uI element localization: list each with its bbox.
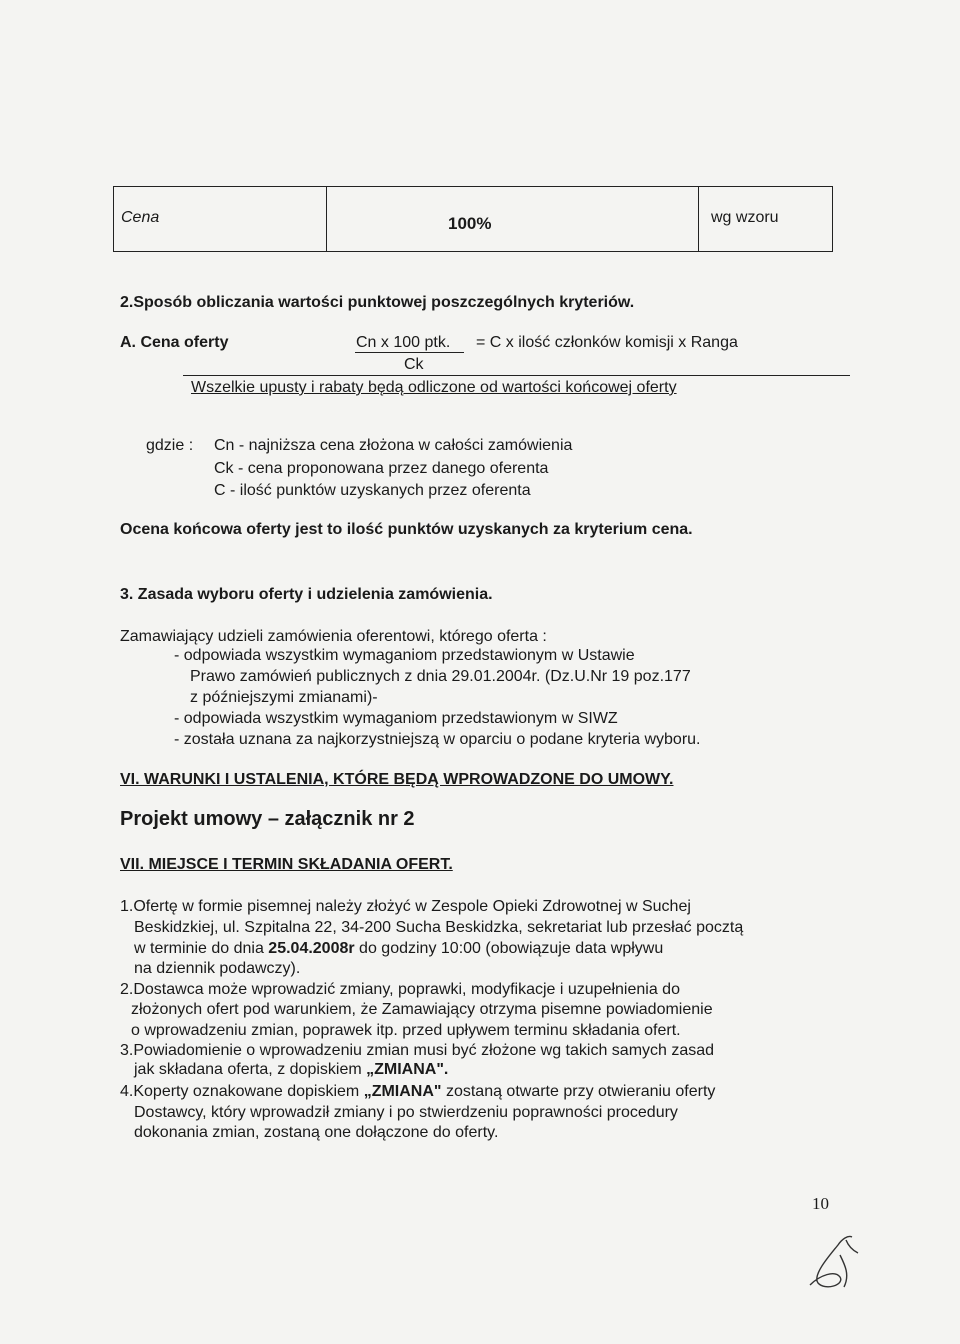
offer-p3-line: jak składana oferta, z dopiskiem „ZMIANA". — [134, 1061, 449, 1078]
formula-label: A. Cena oferty — [120, 334, 229, 351]
criterion-method: wg wzoru — [711, 209, 779, 226]
formula-numerator: Cn x 100 ptk. — [356, 334, 451, 351]
section3-line: - odpowiada wszystkim wymaganiom przedstawionym w SIWZ — [174, 710, 618, 727]
fraction-line — [355, 352, 464, 353]
zmiana-label: „ZMIANA". — [366, 1061, 449, 1078]
method-cell — [698, 187, 832, 251]
where-label: gdzie : — [146, 437, 194, 454]
offer-p2-line: o wprowadzeniu zmian, poprawek itp. przed upływem terminu składania ofert. — [131, 1022, 681, 1039]
section3-intro: Zamawiający udzieli zamówienia oferentowi, którego oferta : — [120, 628, 547, 645]
formula-denominator: Ck — [404, 356, 424, 373]
zmiana-label: „ZMIANA" — [363, 1083, 442, 1100]
where-line-c: C - ilość punktów uzyskanych przez oferenta — [214, 482, 531, 499]
section3-line: Prawo zamówień publicznych z dnia 29.01.2004r. (Dz.U.Nr 19 poz.177 — [190, 668, 691, 685]
offer-p4-line: dokonania zmian, zostaną one dołączone do oferty. — [134, 1124, 499, 1141]
weight-cell — [326, 187, 699, 251]
offer-p2-line: 2.Dostawca może wprowadzić zmiany, poprawki, modyfikacje i uzupełnienia do — [120, 981, 680, 998]
section3-line: - odpowiada wszystkim wymaganiom przedstawionym w Ustawie — [174, 647, 635, 664]
formula-rhs: = C x ilość członków komisji x Ranga — [476, 334, 738, 351]
offer-p4-line: 4.Koperty oznakowane dopiskiem „ZMIANA" zostaną otwarte przy otwieraniu oferty — [120, 1083, 716, 1100]
signature-icon — [800, 1225, 870, 1300]
offer-p2-line: złożonych ofert pod warunkiem, że Zamawiający otrzyma pisemne powiadomienie — [131, 1001, 713, 1018]
deadline-date: 25.04.2008r — [268, 940, 355, 957]
criterion-weight: 100% — [448, 214, 492, 233]
section3-title: 3. Zasada wyboru oferty i udzielenia zamówienia. — [120, 586, 493, 603]
formula-rule — [183, 375, 850, 376]
discount-note: Wszelkie upusty i rabaty będą odliczone od wartości końcowej oferty — [191, 379, 677, 396]
criteria-table — [113, 186, 833, 252]
criterion-cell — [114, 187, 327, 251]
offer-p1-line: w terminie do dnia 25.04.2008r do godziny 10:00 (obowiązuje data wpływu — [134, 940, 664, 957]
projekt-umowy: Projekt umowy – załącznik nr 2 — [120, 808, 415, 830]
offer-p1-line: 1.Ofertę w formie pisemnej należy złożyć w Zespole Opieki Zdrowotnej w Suchej — [120, 898, 691, 915]
section3-line: - została uznana za najkorzystniejszą w oparciu o podane kryteria wyboru. — [174, 731, 701, 748]
offer-p4-line: Dostawcy, który wprowadził zmiany i po stwierdzeniu poprawności procedury — [134, 1104, 678, 1121]
section-vi-title: VI. WARUNKI I USTALENIA, KTÓRE BĘDĄ WPROWADZONE DO UMOWY. — [120, 771, 674, 788]
section-vii-title: VII. MIEJSCE I TERMIN SKŁADANIA OFERT. — [120, 856, 453, 873]
offer-p1-line: na dziennik podawczy). — [134, 960, 301, 977]
where-line-cn: Cn - najniższa cena złożona w całości zamówienia — [214, 437, 573, 454]
section2-title: 2.Sposób obliczania wartości punktowej poszczególnych kryteriów. — [120, 294, 635, 311]
offer-p3-line: 3.Powiadomienie o wprowadzeniu zmian musi być złożone wg takich samych zasad — [120, 1042, 715, 1059]
section3-line: z późniejszymi zmianami)- — [190, 689, 378, 706]
where-line-ck: Ck - cena proponowana przez danego oferenta — [214, 460, 549, 477]
page-number: 10 — [812, 1194, 829, 1213]
criterion-name: Cena — [121, 209, 160, 226]
offer-p1-line: Beskidzkiej, ul. Szpitalna 22, 34-200 Sucha Beskidzka, sekretariat lub przesłać pocztą — [134, 919, 744, 936]
final-score-note: Ocena końcowa oferty jest to ilość punktów uzyskanych za kryterium cena. — [120, 521, 693, 538]
